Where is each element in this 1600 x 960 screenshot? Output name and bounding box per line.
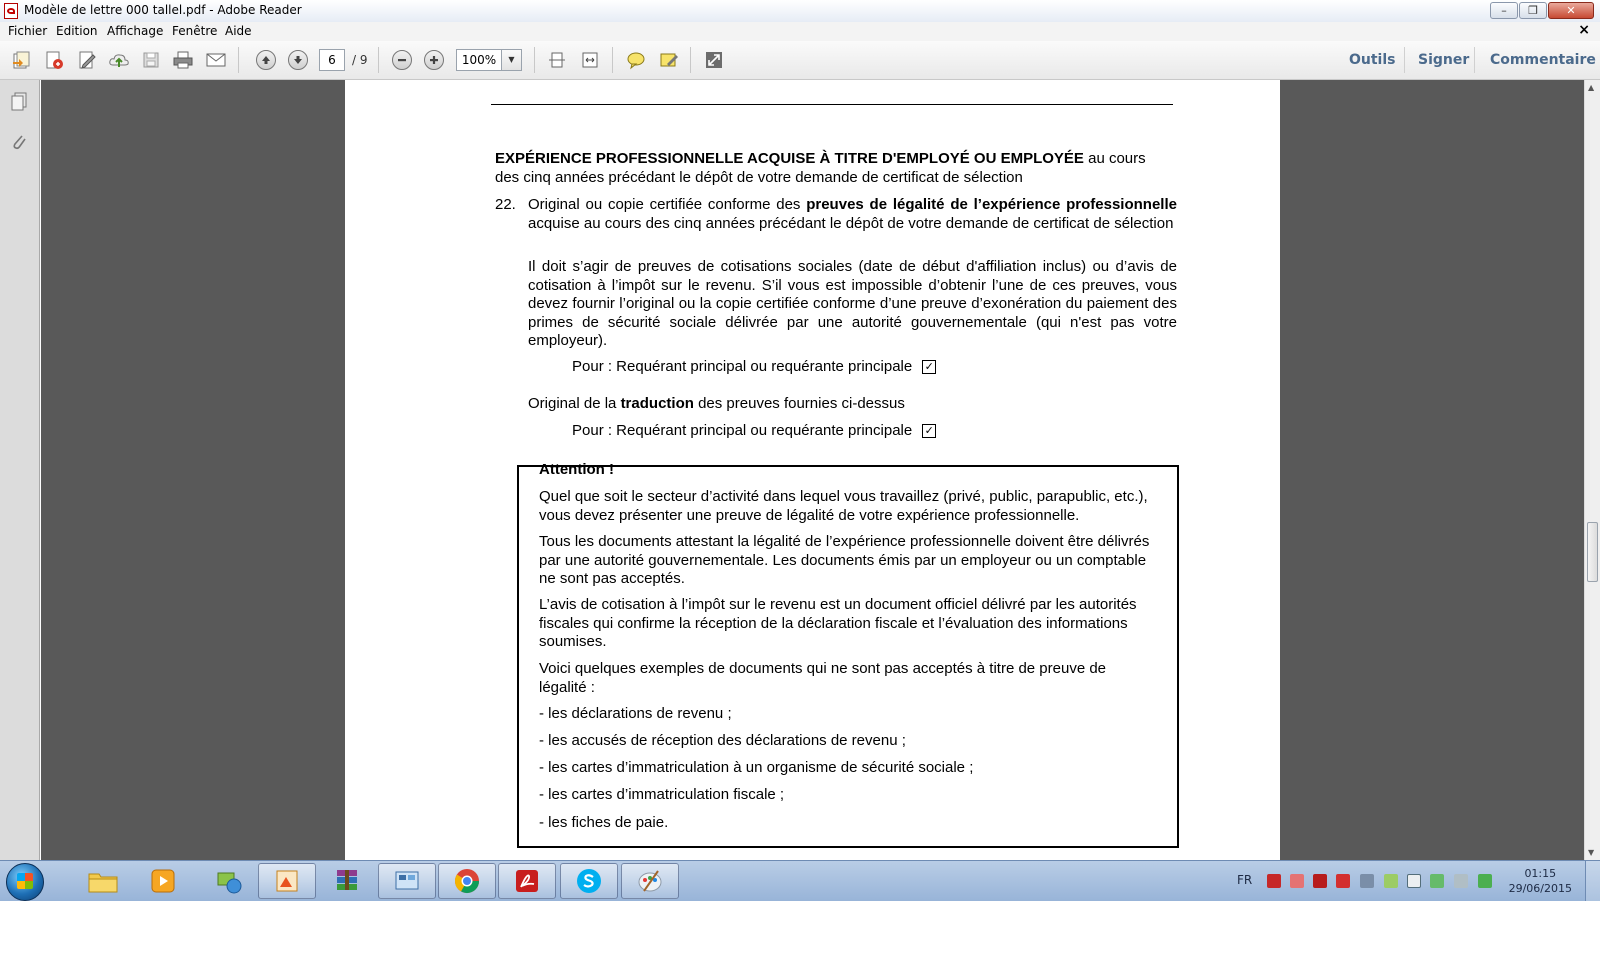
list-item: - les cartes d’immatriculation fiscale ; xyxy=(539,786,785,803)
list-item: - les déclarations de revenu ; xyxy=(539,705,732,722)
tray-security-icon[interactable] xyxy=(1267,874,1281,888)
tray-alert-icon[interactable] xyxy=(1290,874,1304,888)
item-bold: preuves de légalité de l’expérience professionnelle xyxy=(806,196,1177,213)
print-icon[interactable] xyxy=(172,49,194,71)
taskbar-paint[interactable] xyxy=(621,863,679,899)
email-icon[interactable] xyxy=(205,49,227,71)
open-icon[interactable] xyxy=(10,49,32,71)
tray-volume-icon[interactable] xyxy=(1454,874,1468,888)
item-number: 22. xyxy=(495,196,516,213)
zoom-in-button[interactable] xyxy=(423,49,445,71)
item-part2: acquise au cours des cinq années précédant le dépôt de votre demande de certificat de sélection xyxy=(528,214,1174,232)
attention-paragraph-2: Tous les documents attestant la légalité de l’expérience professionnelle doivent être délivrés par une autorité gouvernementale. Les documents émis par un employeur ou un comptable ne sont pas acceptés. xyxy=(539,533,1150,587)
control-panel-icon xyxy=(392,867,422,895)
fit-width-icon[interactable] xyxy=(579,49,601,71)
menu-bar xyxy=(0,22,1600,42)
maximize-button[interactable]: ❐ xyxy=(1519,2,1547,19)
create-pdf-icon[interactable] xyxy=(43,49,65,71)
scroll-down-icon[interactable]: ▼ xyxy=(1588,848,1595,857)
scrollbar-thumb[interactable] xyxy=(1587,522,1598,582)
zoom-out-button[interactable] xyxy=(391,49,413,71)
plus-icon xyxy=(424,50,444,70)
media-player-icon xyxy=(149,867,177,895)
comment-link[interactable]: Commentaire xyxy=(1490,52,1596,68)
clock-date: 29/06/2015 xyxy=(1508,882,1572,895)
menu-affichage[interactable]: Affichage xyxy=(107,24,164,38)
toolbar-separator xyxy=(534,47,535,73)
start-button[interactable] xyxy=(6,863,44,901)
taskbar-network-tool[interactable] xyxy=(200,863,258,899)
minus-icon xyxy=(392,50,412,70)
chrome-icon xyxy=(453,867,481,895)
taskbar-winrar[interactable] xyxy=(318,863,376,899)
chevron-down-icon: ▼ xyxy=(508,55,515,64)
window-title: Modèle de lettre 000 tallel.pdf - Adobe Reader xyxy=(24,3,302,17)
fit-page-icon[interactable] xyxy=(546,49,568,71)
upload-cloud-icon[interactable] xyxy=(108,49,130,71)
taskbar-skype[interactable] xyxy=(560,863,618,899)
document-viewer[interactable] xyxy=(41,80,1584,860)
translation-part1: Original de la xyxy=(528,395,621,412)
close-button[interactable]: ✕ xyxy=(1548,2,1594,19)
checkbox-checked: ✓ xyxy=(922,360,936,374)
highlight-icon[interactable] xyxy=(658,49,680,71)
zoom-dropdown-button[interactable] xyxy=(502,49,522,71)
section-heading-rest: au cours xyxy=(1083,150,1146,167)
adobe-reader-icon xyxy=(513,867,541,895)
language-indicator[interactable]: FR xyxy=(1237,873,1253,887)
menu-fenetre[interactable]: Fenêtre xyxy=(172,24,218,38)
comment-bubble-icon[interactable] xyxy=(625,49,647,71)
page-total: / 9 xyxy=(352,53,368,67)
folder-icon xyxy=(87,868,119,894)
taskbar-adobe-reader[interactable] xyxy=(498,863,556,899)
paint-icon xyxy=(636,867,664,895)
tray-signal-icon[interactable] xyxy=(1360,874,1374,888)
taskbar-explorer[interactable] xyxy=(74,863,132,899)
sign-link[interactable]: Signer xyxy=(1418,52,1470,68)
pdf-page xyxy=(345,80,1280,860)
attention-paragraph-3: L’avis de cotisation à l’impôt sur le revenu est un document officiel délivré par les autorités fiscales qui confirme la réception de la déclaration fiscale et l’évaluation des informations soumises. xyxy=(539,596,1137,650)
taskbar-control-panel[interactable] xyxy=(378,863,436,899)
system-clock[interactable] xyxy=(1509,866,1572,896)
skype-icon xyxy=(575,867,603,895)
windows-taskbar xyxy=(0,860,1600,901)
edit-icon[interactable] xyxy=(76,49,98,71)
vertical-scrollbar[interactable] xyxy=(1584,80,1600,860)
toolbar-separator xyxy=(612,47,613,73)
attention-title: Attention ! xyxy=(539,461,614,478)
section-heading xyxy=(495,150,1177,187)
zoom-input[interactable]: 100% xyxy=(456,49,502,71)
toolbar-separator xyxy=(378,47,379,73)
close-document-button[interactable]: × xyxy=(1578,22,1590,38)
page-thumbnails-icon[interactable] xyxy=(10,92,28,112)
page-number-input[interactable]: 6 xyxy=(319,49,345,71)
attention-paragraph-1: Quel que soit le secteur d’activité dans lequel vous travaillez (privé, public, parapublic, etc.), vous devez présenter une preuve de légalité de votre expérience professionnelle. xyxy=(539,488,1148,524)
arrow-up-icon xyxy=(256,50,276,70)
window-controls xyxy=(1489,2,1594,19)
arrow-down-icon xyxy=(288,50,308,70)
tray-battery-icon[interactable] xyxy=(1407,874,1421,888)
attention-paragraph-4: Voici quelques exemples de documents qui ne sont pas acceptés à titre de preuve de légalité : xyxy=(539,660,1107,696)
scroll-up-icon[interactable]: ▲ xyxy=(1588,83,1595,92)
attachments-icon[interactable] xyxy=(10,132,28,152)
previous-page-button[interactable] xyxy=(255,49,277,71)
toolbar-separator xyxy=(690,47,691,73)
next-page-button[interactable] xyxy=(287,49,309,71)
menu-fichier[interactable]: Fichier xyxy=(8,24,48,38)
show-desktop-button[interactable] xyxy=(1585,861,1600,901)
list-item: - les cartes d’immatriculation à un organisme de sécurité sociale ; xyxy=(539,759,974,776)
header-rule xyxy=(491,104,1173,105)
minimize-button[interactable]: – xyxy=(1490,2,1518,19)
translation-line xyxy=(528,395,905,414)
taskbar-media-player[interactable] xyxy=(134,863,192,899)
pour-text-1: Pour : Requérant principal ou requérante principale xyxy=(572,358,913,375)
navigation-panel xyxy=(0,80,40,860)
pour-text-2: Pour : Requérant principal ou requérante principale xyxy=(572,422,913,439)
tray-adobe-icon[interactable] xyxy=(1313,874,1327,888)
section-heading-line2: des cinq années précédant le dépôt de votre demande de certificat de sélection xyxy=(495,168,1023,186)
fullscreen-icon[interactable] xyxy=(703,49,725,71)
taskbar-chrome[interactable] xyxy=(438,863,496,899)
translation-part2: des preuves fournies ci-dessus xyxy=(693,395,905,412)
item-part1: Original ou copie certifiée conforme des xyxy=(528,196,807,213)
menu-aide[interactable]: Aide xyxy=(225,24,252,38)
toolbar-separator xyxy=(1404,47,1405,73)
pour-line-1 xyxy=(572,358,936,377)
taskbar-photo-tool[interactable] xyxy=(258,863,316,899)
list-item: - les accusés de réception des déclarations de revenu ; xyxy=(539,732,906,749)
tray-network-icon[interactable] xyxy=(1478,874,1492,888)
title-bar xyxy=(0,0,1600,23)
menu-edition[interactable]: Edition xyxy=(56,24,98,38)
checkbox-checked: ✓ xyxy=(922,424,936,438)
toolbar xyxy=(0,41,1600,80)
tray-pdf-icon[interactable] xyxy=(1336,874,1350,888)
network-icon xyxy=(214,867,244,895)
clock-time: 01:15 xyxy=(1524,867,1557,880)
adobe-reader-icon xyxy=(4,3,18,19)
pour-line-2 xyxy=(572,422,936,441)
tools-link[interactable]: Outils xyxy=(1349,52,1396,68)
winrar-icon xyxy=(332,867,362,895)
toolbar-separator xyxy=(238,47,239,73)
photo-tool-icon xyxy=(272,867,302,895)
item-explanation: Il doit s’agir de preuves de cotisations sociales (date de début d'affiliation inclus) ou d’avis de cotisation à l’impôt sur le revenu. S’il vous est impossible d’obtenir l’une de ces preuves, vous devez fournir l’original ou la copie certifiée conforme d’une preuve d’exonération du paiement des primes de sécurité sociale délivrée par une autorité gouvernementale (qui n'est pas votre employeur). xyxy=(528,258,1177,349)
tray-update-icon[interactable] xyxy=(1430,874,1444,888)
save-icon[interactable] xyxy=(140,49,162,71)
section-heading-bold: EXPÉRIENCE PROFESSIONNELLE ACQUISE À TITRE D'EMPLOYÉ OU EMPLOYÉE xyxy=(495,150,1084,167)
toolbar-separator xyxy=(1474,47,1475,73)
list-item: - les fiches de paie. xyxy=(539,814,669,831)
translation-bold: traduction xyxy=(620,395,694,412)
tray-app-icon[interactable] xyxy=(1384,874,1398,888)
item-22-text xyxy=(528,196,1177,233)
